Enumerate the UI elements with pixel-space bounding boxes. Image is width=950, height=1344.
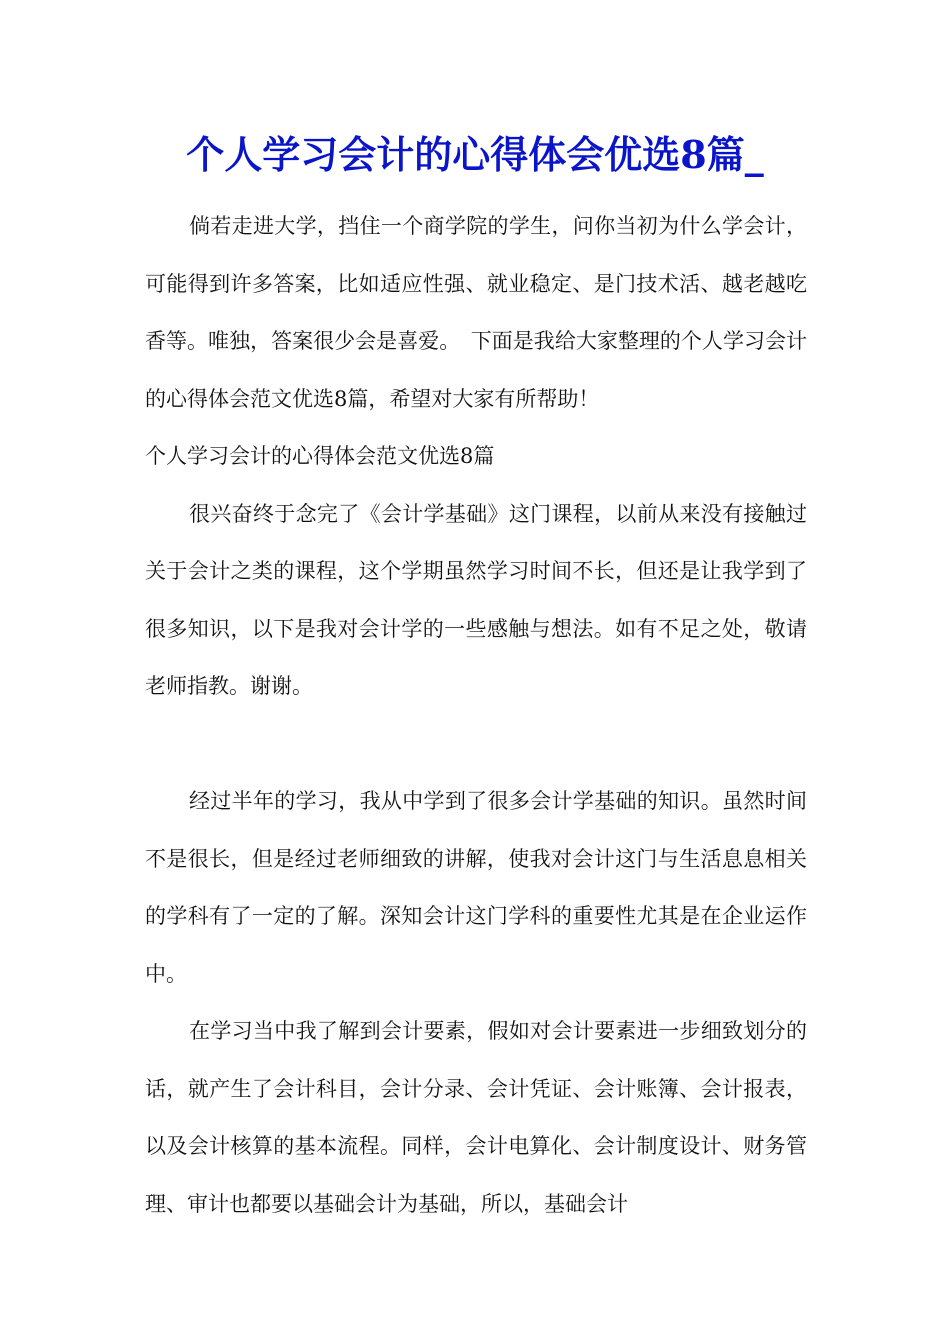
paragraph-3: 在学习当中我了解到会计要素，假如对会计要素进一步细致划分的话，就产生了会计科目，会计分录、会计凭证、会计账簿、会计报表，以及会计核算的基本流程。同样，会计电算化、会计制度设计、财务管理、审计也都要以基础会计为基础，所以，基础会计 — [145, 1019, 807, 1216]
document-body — [145, 198, 807, 1233]
paragraph-intro: 倘若走进大学，挡住一个商学院的学生，问你当初为什么学会计，可能得到许多答案，比如适应性强、就业稳定、是门技术活、越老越吃香等。唯独，答案很少会是喜爱。 下面是我给大家整理的个人学习会计的心得体会范文优选8篇，希望对大家有所帮助！ — [145, 214, 807, 411]
blank-line — [145, 716, 807, 774]
section-heading: 个人学习会计的心得体会范文优选8篇 — [145, 444, 495, 468]
document-title: 个人学习会计的心得体会优选8篇_ — [186, 132, 764, 177]
paragraph-1: 很兴奋终于念完了《会计学基础》这门课程，以前从来没有接触过关于会计之类的课程，这个学期虽然学习时间不长，但还是让我学到了很多知识，以下是我对会计学的一些感触与想法。如有不足之处，敬请老师指教。谢谢。 — [145, 501, 807, 698]
paragraph-2: 经过半年的学习，我从中学到了很多会计学基础的知识。虽然时间不是很长，但是经过老师细致的讲解，使我对会计这门与生活息息相关的学科有了一定的了解。深知会计这门学科的重要性尤其是在企业运作中。 — [145, 789, 807, 986]
